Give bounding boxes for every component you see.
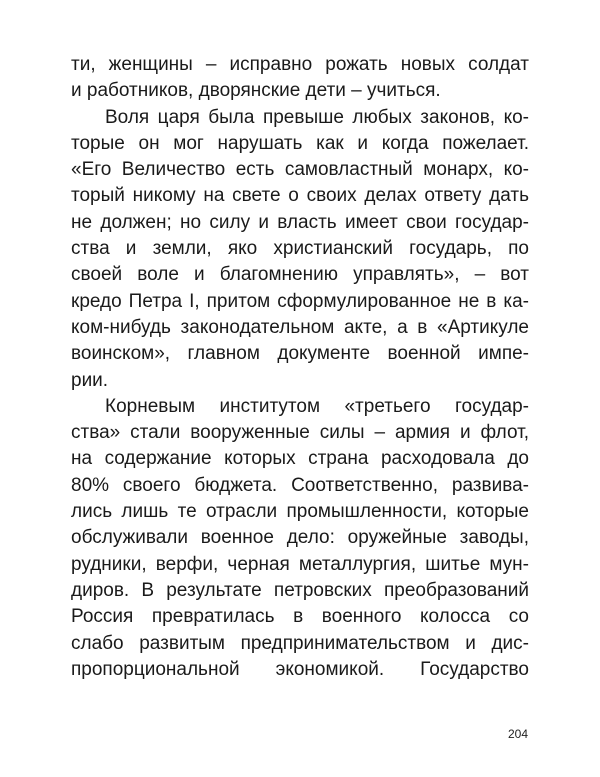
text-line: Россия превратилась в военного колосса со <box>71 606 529 628</box>
text-line: обслуживали военное дело: оружейные заводы, <box>71 527 529 549</box>
page-number: 204 <box>507 727 528 741</box>
text-line: своей воле и благомнению управлять», – вот <box>71 264 529 286</box>
text-line: пропорциональной экономикой. Государство <box>71 658 529 680</box>
body-text <box>71 52 529 683</box>
text-line: рии. <box>71 369 109 391</box>
text-line: диров. В результате петровских преобразований <box>71 579 529 601</box>
text-line: слабо развитым предпринимательством и дис- <box>71 632 529 654</box>
text-line: кредо Петра I, притом сформулированное не в ка- <box>71 290 529 312</box>
text-line: торый никому на свете о своих делах ответу дать <box>71 185 529 207</box>
text-line: ства и земли, яко христианский государь, по <box>71 238 529 260</box>
text-line: ти, женщины – исправно рожать новых солдат <box>71 54 529 75</box>
text-line: торые он мог нарушать как и когда пожелает. <box>71 132 529 154</box>
text-line: «Его Величество есть самовластный монарх, ко- <box>71 159 529 181</box>
text-line: не должен; но силу и власть имеет свои государ- <box>71 211 529 233</box>
text-line: воинском», главном документе военной импе- <box>71 343 529 365</box>
paragraph-start-line: Воля царя была превыше любых законов, ко- <box>105 106 529 128</box>
text-line: лись лишь те отрасли промышленности, которые <box>71 501 529 523</box>
text-line: ком-нибудь законодательном акте, а в «Артикуле <box>71 316 529 338</box>
text-line: 80% своего бюджета. Соответственно, развива- <box>71 474 529 496</box>
text-line: ства» стали вооруженные силы – армия и флот, <box>71 422 529 444</box>
text-line: и работников, дворянские дети – учиться. <box>71 80 441 102</box>
paragraph-start-line: Корневым институтом «третьего государ- <box>105 395 529 417</box>
text-line: на содержание которых страна расходовала до <box>71 448 529 470</box>
text-line: рудники, верфи, черная металлургия, шитье мун- <box>71 553 529 575</box>
